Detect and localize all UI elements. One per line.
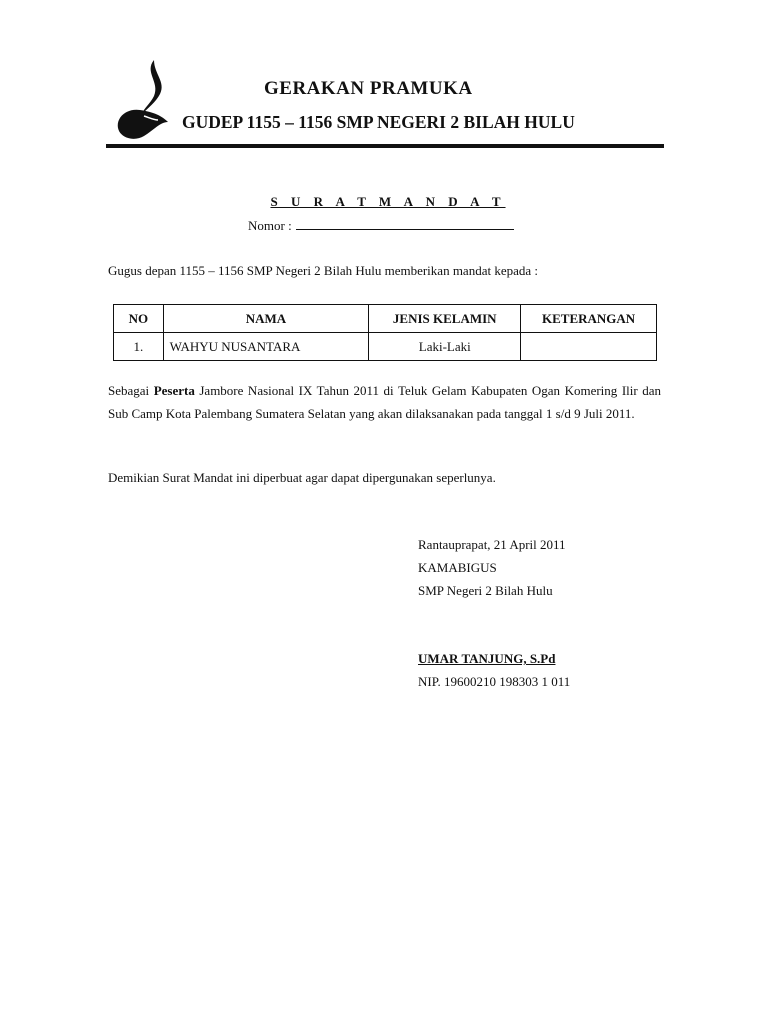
table-header-row [114,305,657,333]
cell-keterangan [521,333,657,361]
nomor-blank-line [296,217,514,230]
table-row [114,333,657,361]
cell-nama: WAHYU NUSANTARA [163,333,369,361]
header-divider [106,144,664,148]
signer-nip: NIP. 19600210 198303 1 011 [418,674,571,689]
signer-position: KAMABIGUS [418,560,497,575]
org-subtitle: GUDEP 1155 – 1156 SMP NEGERI 2 BILAH HULU [182,112,575,132]
org-title: GERAKAN PRAMUKA [264,78,473,99]
nomor-row [248,217,514,234]
nomor-label: Nomor : [248,218,292,233]
header-keterangan: KETERANGAN [521,305,657,333]
intro-paragraph: Gugus depan 1155 – 1156 SMP Negeri 2 Bilah Hulu memberikan mandat kepada : [108,263,539,278]
document-title: S U R A T M A N D A T [270,194,506,209]
place-date: Rantauprapat, 21 April 2011 [418,537,566,552]
body-paragraph [108,379,661,425]
cell-no: 1. [114,333,164,361]
body-prefix: Sebagai [108,383,150,398]
header-nama: NAMA [163,305,369,333]
header-jenis-kelamin: JENIS KELAMIN [369,305,521,333]
body-rest: Jambore Nasional IX Tahun 2011 di Teluk Gelam Kabupaten Ogan Komering Ilir dan Sub Camp Kota Palembang Sumatera Selatan yang akan dilaksanakan pada tanggal 1 s/d 9 Juli 2011. [108,383,661,421]
signer-institution: SMP Negeri 2 Bilah Hulu [418,583,553,598]
header-no: NO [114,305,164,333]
body-bold-role: Peserta [153,383,195,398]
cell-jenis-kelamin: Laki-Laki [369,333,521,361]
signer-name: UMAR TANJUNG, S.Pd [418,651,556,666]
closing-paragraph: Demikian Surat Mandat ini diperbuat agar dapat dipergunakan seperlunya. [108,470,496,485]
tunas-kelapa-icon [114,58,172,140]
participant-table [113,304,657,361]
